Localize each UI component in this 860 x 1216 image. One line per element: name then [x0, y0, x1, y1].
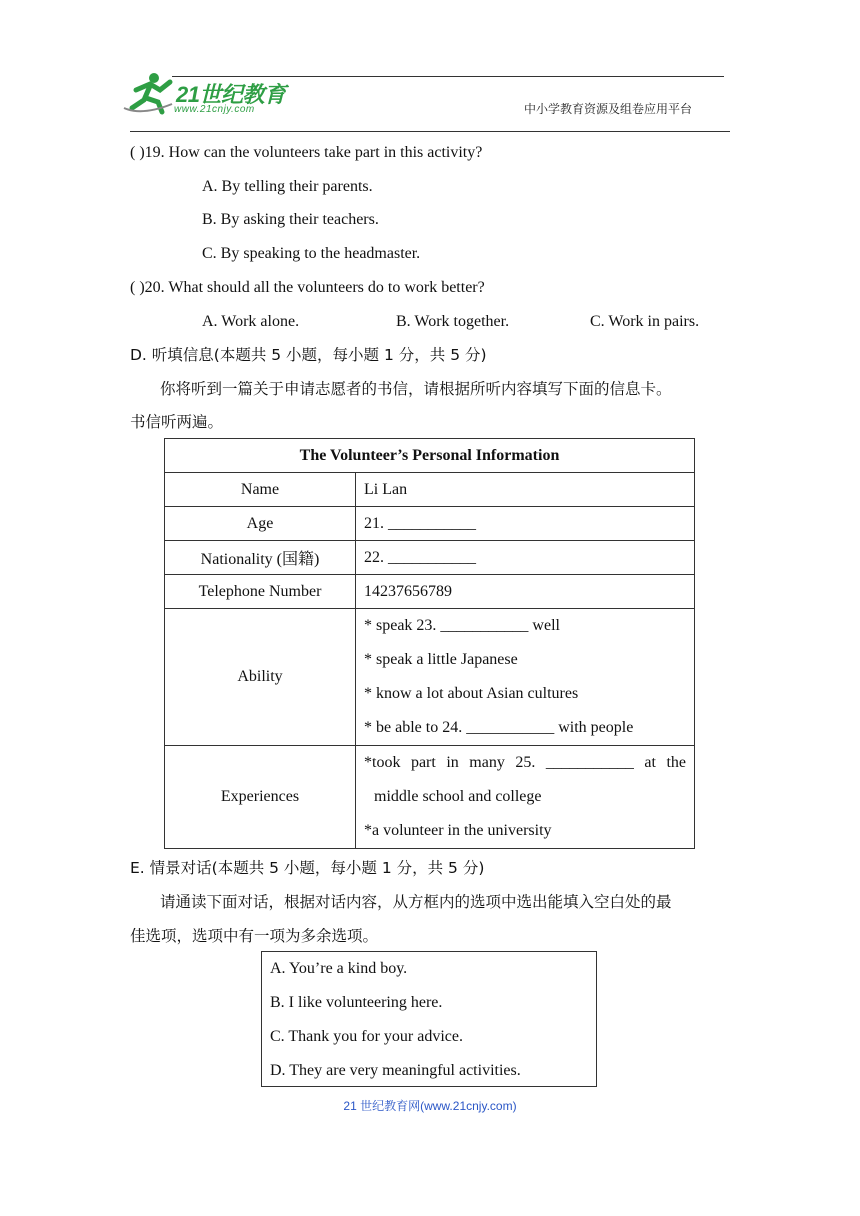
- logo-text: 21世纪教育: [176, 82, 286, 107]
- table-row: [165, 746, 695, 849]
- ability-label: Ability: [165, 609, 356, 746]
- q20-option-b: B. Work together.: [396, 313, 510, 330]
- section-d-instruction: 你将听到一篇关于申请志愿者的书信，请根据所听内容填写下面的信息卡。: [160, 380, 672, 398]
- q19-option-b: B. By asking their teachers.: [202, 211, 379, 228]
- page-header: [0, 0, 860, 140]
- table-row: [165, 541, 695, 575]
- q20-option-a: A. Work alone.: [202, 313, 300, 330]
- info-card-table: [164, 438, 695, 849]
- experience-line: *took part in many 25. ___________ at the: [364, 754, 686, 771]
- section-e-instruction: 请通读下面对话，根据对话内容，从方框内的选项中选出能填入空白处的最: [160, 893, 672, 911]
- section-d-instruction-cont: 书信听两遍。: [130, 413, 224, 431]
- footer-link[interactable]: 21 世纪教育网(www.21cnjy.com): [343, 1099, 517, 1113]
- table-row: [165, 473, 695, 507]
- section-e-title: E. 情景对话(本题共 5 小题，每小题 1 分，共 5 分): [130, 859, 485, 877]
- section-e-instruction-cont: 佳选项，选项中有一项为多余选项。: [130, 927, 379, 945]
- name-value: Li Lan: [356, 473, 695, 507]
- table-row: [165, 609, 695, 746]
- header-rule-bottom: [130, 131, 730, 132]
- option-d: D. They are very meaningful activities.: [270, 1062, 521, 1079]
- experience-line: *a volunteer in the university: [364, 822, 552, 839]
- q20-option-c: C. Work in pairs.: [590, 313, 700, 330]
- logo-url: www.21cnjy.com: [174, 104, 255, 115]
- platform-title: 中小学教育资源及组卷应用平台: [523, 102, 692, 116]
- question-20: ( )20. What should all the volunteers do to work better?: [130, 279, 485, 296]
- ability-line: * know a lot about Asian cultures: [364, 685, 579, 702]
- table-row: [165, 575, 695, 609]
- table-title: The Volunteer’s Personal Information: [165, 439, 695, 473]
- q19-option-c: C. By speaking to the headmaster.: [202, 245, 421, 262]
- header-rule-top: [172, 76, 724, 77]
- options-box: [261, 951, 597, 1087]
- ability-line: * speak a little Japanese: [364, 651, 518, 668]
- telephone-label: Telephone Number: [165, 575, 356, 609]
- experiences-label: Experiences: [165, 746, 356, 849]
- ability-line: * be able to 24. ___________ with people: [364, 719, 634, 736]
- telephone-value: 14237656789: [356, 575, 695, 609]
- option-a: A. You’re a kind boy.: [270, 960, 408, 977]
- name-label: Name: [165, 473, 356, 507]
- age-label: Age: [165, 507, 356, 541]
- section-d-title: D. 听填信息(本题共 5 小题，每小题 1 分，共 5 分): [130, 346, 487, 364]
- question-19: ( )19. How can the volunteers take part in this activity?: [130, 144, 483, 161]
- nationality-label: Nationality (国籍): [165, 541, 356, 575]
- q19-option-a: A. By telling their parents.: [202, 178, 373, 195]
- ability-line: * speak 23. ___________ well: [364, 617, 560, 634]
- option-c: C. Thank you for your advice.: [270, 1028, 463, 1045]
- experience-line: middle school and college: [374, 788, 542, 805]
- nationality-value: 22. ___________: [356, 541, 695, 575]
- option-b: B. I like volunteering here.: [270, 994, 443, 1011]
- age-value: 21. ___________: [356, 507, 695, 541]
- table-row: [165, 507, 695, 541]
